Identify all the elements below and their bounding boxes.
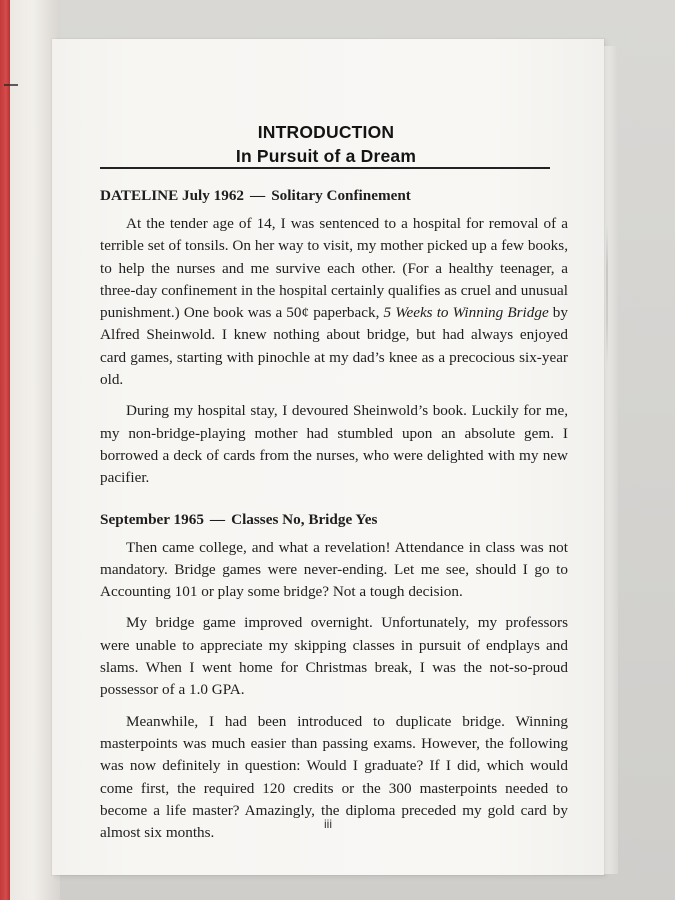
paragraph-text: by Alfred Sheinwold. I knew nothing about bridge, but had always enjoyed card games, starting with pinochle at my dad’s knee as a precocious six-year old. [100,304,568,389]
cover-mark [4,84,18,86]
section-title: Solitary Confinement [271,187,411,204]
paragraph-text: At the tender age of 14, I was sentenced to a hospital for removal of a terrible set of tonsils. On her way to visit, my mother picked up a few books, to help the nurses and me survive each other. (For a healthy teenager, a three-day confinement in the hospital certainly qualifies as cruel and unusual punishment.) One book was a 50¢ paperback, [100,215,568,322]
page-bleed-through [606,225,608,365]
section-date: DATELINE July 1962 [100,187,245,204]
page-content [100,185,568,853]
paragraph: Meanwhile, I had been introduced to duplicate bridge. Winning masterpoints was much easier than passing exams. However, the following was now definitely in question: Would I graduate? If I did, which would come first, the required 120 credits or the 300 masterpoints needed to become a life master? Amazingly, the diploma preceded my gold card by almost six months. [100,712,568,842]
section-heading-1962 [100,185,568,207]
paragraph: Then came college, and what a revelation! Attendance in class was not mandatory. Bridge games were never-ending. Let me see, should I go to Accounting 101 or play some bridge? Not a tough decision. [100,538,568,601]
chapter-subtitle: In Pursuit of a Dream [235,146,417,166]
section-title: Classes No, Bridge Yes [231,510,378,528]
section-dash: — [250,187,266,204]
paragraph [100,213,568,391]
chapter-heading [101,121,551,167]
book-page [52,39,604,875]
section-date: September 1965 [100,510,204,528]
chapter-title: INTRODUCTION [257,122,395,142]
book-title-italic: 5 Weeks to Winning Bridge [383,304,549,322]
heading-rule [100,167,550,169]
paragraph: My bridge game improved overnight. Unfortunately, my professors were unable to appreciate my skipping classes in pursuit of endplays and slams. When I went home for Christmas break, I was the not-so-proud possessor of a 1.0 GPA. [100,614,568,699]
red-cover-edge [0,0,10,900]
section-heading-1965 [100,509,568,531]
paragraph: During my hospital stay, I devoured Sheinwold’s book. Luckily for me, my non-bridge-playing mother had stumbled upon an absolute gem. I borrowed a deck of cards from the nurses, who were delighted with my new pacifier. [100,402,568,487]
section-dash: — [209,510,226,528]
page-number: iii [324,817,332,831]
